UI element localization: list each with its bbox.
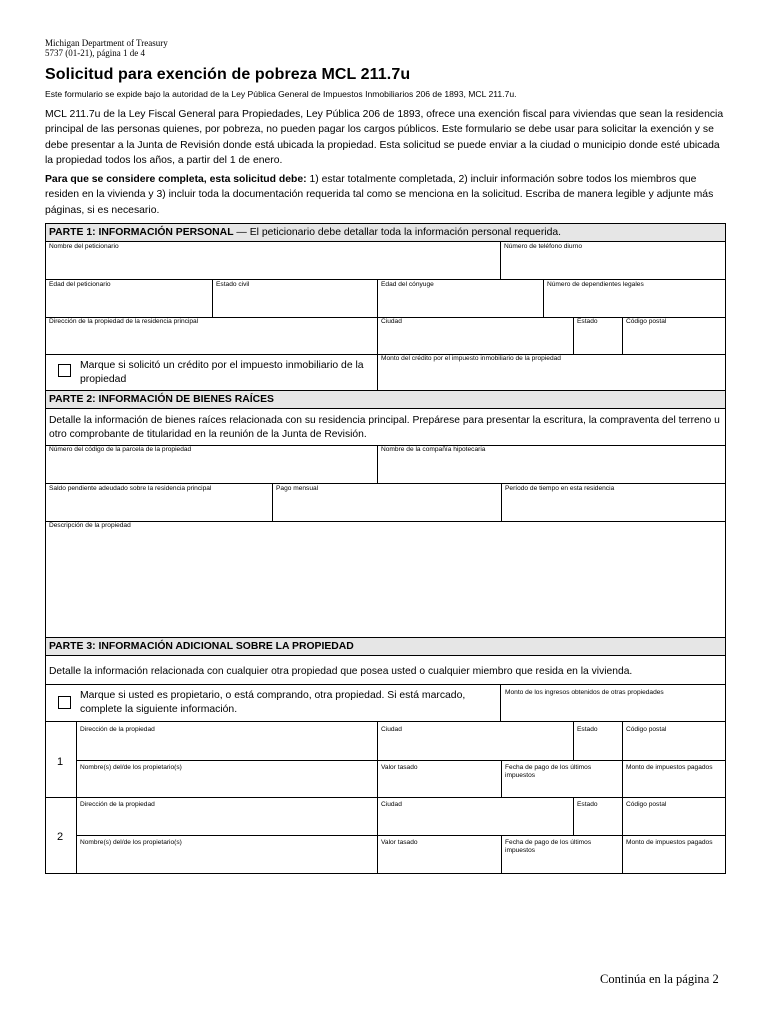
- property-1-taxes-paid-field[interactable]: [623, 761, 725, 797]
- property-2-zip-field[interactable]: [623, 798, 725, 835]
- city-field[interactable]: [378, 318, 573, 354]
- monthly-payment-field[interactable]: [273, 484, 501, 521]
- other-property-checkbox[interactable]: [58, 696, 71, 709]
- property-1-assessed-value-field[interactable]: [378, 761, 501, 797]
- time-at-residence-field[interactable]: [502, 484, 725, 521]
- property-2-state-field[interactable]: [574, 798, 622, 835]
- balance-field[interactable]: [46, 484, 272, 521]
- city-label: Ciudad: [381, 318, 402, 325]
- property-2-address-label: Dirección de la propiedad: [80, 801, 155, 808]
- property-2-assessed-value-field[interactable]: [378, 836, 501, 873]
- property-2-last-tax-payment-label: Fecha de pago de los últimos impuestos: [505, 839, 592, 854]
- monthly-payment-label: Pago mensual: [276, 485, 319, 492]
- part1-header: [46, 224, 725, 242]
- property-1-address-field[interactable]: [77, 722, 377, 760]
- part3-title: PARTE 3: INFORMACIÓN ADICIONAL SOBRE LA PROPIEDAD: [49, 641, 354, 652]
- description-field[interactable]: [46, 522, 725, 637]
- application-form: [45, 223, 726, 874]
- part2-title: PARTE 2: INFORMACIÓN DE BIENES RAÍCES: [49, 394, 274, 405]
- property-1-state-field[interactable]: [574, 722, 622, 760]
- credit-checkbox[interactable]: [58, 364, 71, 377]
- property-2-taxes-paid-label: Monto de impuestos pagados: [626, 839, 713, 846]
- part1-title: PARTE 1: INFORMACIÓN PERSONAL: [49, 227, 234, 238]
- petitioner-name-label: Nombre del peticionario: [49, 243, 119, 250]
- address-label: Dirección de la propiedad de la residencia principal: [49, 318, 199, 325]
- property-2-owners-label: Nombre(s) del/de los propietario(s): [80, 839, 182, 846]
- part2-header: [46, 391, 725, 409]
- address-field[interactable]: [46, 318, 377, 354]
- dependents-label: Número de dependientes legales: [547, 281, 644, 288]
- state-label: Estado: [577, 318, 598, 325]
- requirements-text: 1) estar totalmente completada, 2) incluir información sobre todos los miembros que residen en la vivienda y 3) incluir toda la documentación requerida tal como se menciona en la solicitud. Escriba de manera legible y adjunte más páginas, si es necesario.: [45, 174, 714, 216]
- balance-label: Saldo pendiente adeudado sobre la residencia principal: [49, 485, 212, 492]
- spouse-age-field[interactable]: [378, 280, 543, 317]
- property-2-last-tax-payment-field[interactable]: [502, 836, 622, 873]
- part3-instructions: Detalle la información relacionada con cualquier otra propiedad que posea usted o cualquier miembro que resida en la vivienda.: [49, 666, 633, 677]
- part1-note: — El peticionario debe detallar toda la información personal requerida.: [233, 227, 562, 238]
- zip-field[interactable]: [623, 318, 725, 354]
- property-1-city-label: Ciudad: [381, 726, 402, 733]
- mortgage-company-field[interactable]: [378, 446, 725, 483]
- property-2-zip-label: Código postal: [626, 801, 667, 808]
- marital-status-field[interactable]: [213, 280, 377, 317]
- property-2-number: 2: [57, 831, 64, 843]
- parcel-code-field[interactable]: [46, 446, 377, 483]
- property-2-city-label: Ciudad: [381, 801, 402, 808]
- property-1-city-field[interactable]: [378, 722, 573, 760]
- property-2-owners-field[interactable]: [77, 836, 377, 873]
- property-1-owners-field[interactable]: [77, 761, 377, 797]
- dependents-field[interactable]: [544, 280, 725, 317]
- property-2-city-field[interactable]: [378, 798, 573, 835]
- spouse-age-label: Edad del cónyuge: [381, 281, 434, 288]
- property-1-number: 1: [57, 756, 64, 768]
- property-2-taxes-paid-field[interactable]: [623, 836, 725, 873]
- continue-note: Continúa en la página 2: [600, 972, 719, 986]
- property-2-assessed-value-label: Valor tasado: [381, 839, 418, 846]
- zip-label: Código postal: [626, 318, 667, 325]
- property-1-state-label: Estado: [577, 726, 598, 733]
- marital-status-label: Estado civil: [216, 281, 250, 288]
- property-2-state-label: Estado: [577, 801, 598, 808]
- other-income-label: Monto de los ingresos obtenidos de otras propiedades: [505, 689, 664, 696]
- petitioner-age-label: Edad del peticionario: [49, 281, 111, 288]
- parcel-code-label: Número del código de la parcela de la propiedad: [49, 446, 192, 453]
- authority-note: Este formulario se expide bajo la autoridad de la Ley Pública General de Impuestos Inmobiliarios 206 de 1893, MCL 211.7u.: [45, 89, 517, 99]
- requirements-paragraph: [45, 172, 728, 218]
- intro-paragraph: MCL 211.7u de la Ley Fiscal General para Propiedades, Ley Pública 206 de 1893, ofrece una exención fiscal para viviendas que sean la residencia principal de las personas quienes, por pobreza, no pueden pagar los cargos públicos. Este formulario se debe usar para solicitar la exención y se debe presentar a la Junta de Revisión donde está ubicada la propiedad. Esta solicitud se puede enviar a la ciudad o municipio donde esté ubicada la propiedad todos los años, a partir del 1 de enero.: [45, 109, 724, 166]
- state-field[interactable]: [574, 318, 622, 354]
- property-1-taxes-paid-label: Monto de impuestos pagados: [626, 764, 713, 771]
- time-at-residence-label: Período de tiempo en esta residencia: [505, 485, 615, 492]
- credit-amount-label: Monto del crédito por el impuesto inmobiliario de la propiedad: [381, 355, 561, 362]
- form-code: 5737 (01-21), página 1 de 4: [45, 48, 145, 58]
- credit-amount-field[interactable]: [378, 355, 725, 391]
- daytime-phone-field[interactable]: [501, 242, 725, 279]
- petitioner-name-field[interactable]: [46, 242, 500, 279]
- petitioner-age-field[interactable]: [46, 280, 212, 317]
- credit-checkbox-label: Marque si solicitó un crédito por el impuesto inmobiliario de la propiedad: [80, 360, 364, 385]
- daytime-phone-label: Número de teléfono diurno: [504, 243, 583, 250]
- property-1-last-tax-payment-field[interactable]: [502, 761, 622, 797]
- other-income-field[interactable]: [501, 685, 725, 721]
- part2-instructions: Detalle la información de bienes raíces relacionada con su residencia principal. Prepárese para presentar la escritura, la compraventa del terreno u otro comprobante de titularidad en la reunión de la Junta de Revisión.: [49, 415, 720, 440]
- property-1-owners-label: Nombre(s) del/de los propietario(s): [80, 764, 182, 771]
- property-1-assessed-value-label: Valor tasado: [381, 764, 418, 771]
- property-1-zip-label: Código postal: [626, 726, 667, 733]
- property-1-last-tax-payment-label: Fecha de pago de los últimos impuestos: [505, 764, 592, 779]
- other-property-checkbox-label: Marque si usted es propietario, o está comprando, otra propiedad. Si está marcado, complete la siguiente información.: [80, 690, 466, 715]
- description-label: Descripción de la propiedad: [49, 522, 131, 529]
- property-1-zip-field[interactable]: [623, 722, 725, 760]
- mortgage-company-label: Nombre de la compañía hipotecaria: [381, 446, 486, 453]
- requirements-lead: Para que se considere completa, esta solicitud debe:: [45, 174, 307, 185]
- property-2-address-field[interactable]: [77, 798, 377, 835]
- page-title: Solicitud para exención de pobreza MCL 211.7u: [45, 66, 411, 83]
- property-1-address-label: Dirección de la propiedad: [80, 726, 155, 733]
- part3-header: [46, 638, 725, 656]
- agency-name: Michigan Department of Treasury: [45, 38, 168, 48]
